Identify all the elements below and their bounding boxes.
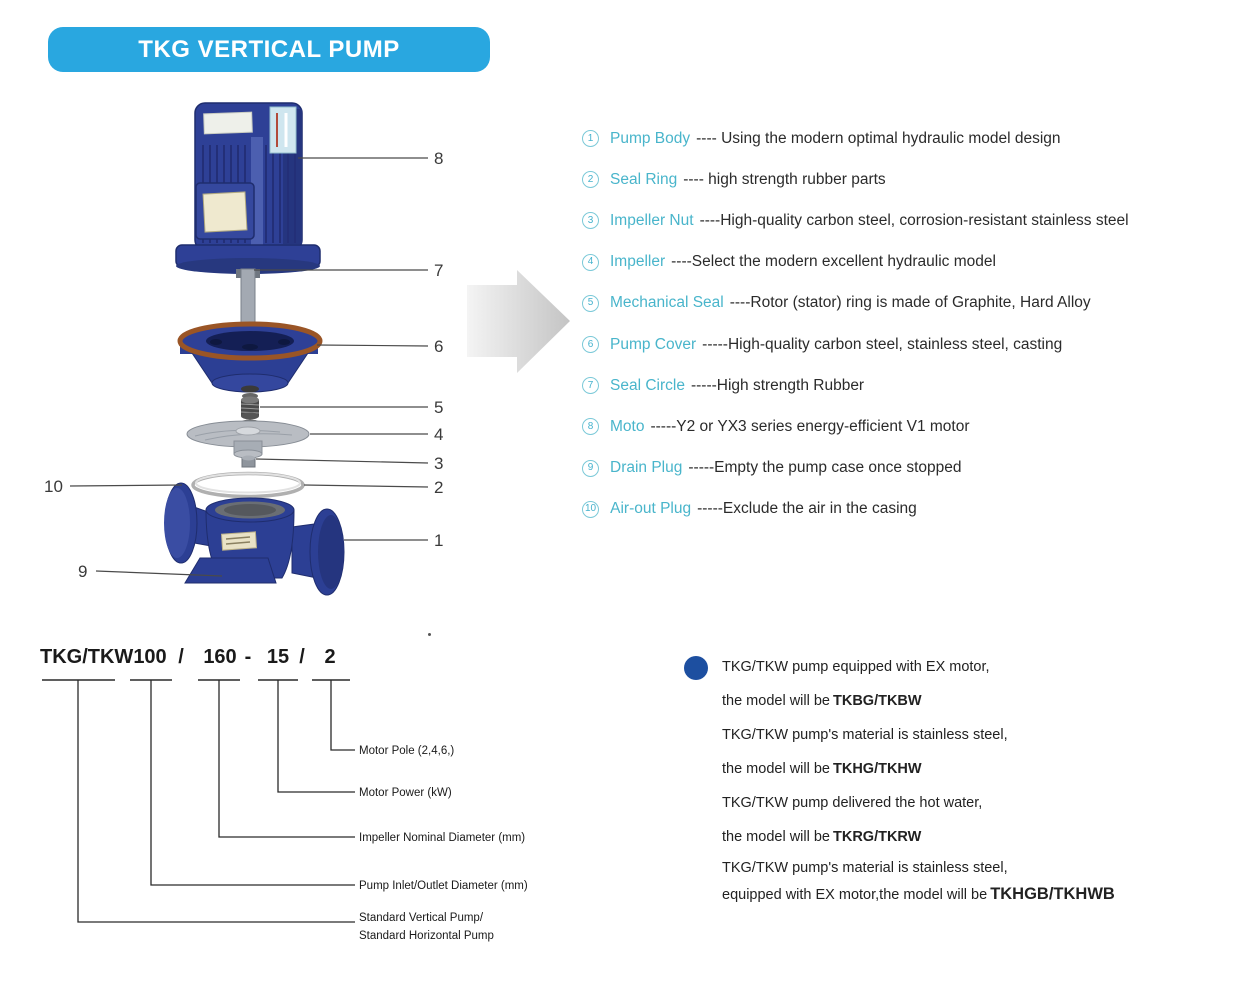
part-number-badge: 6 — [582, 336, 599, 353]
pump-exploded-figure — [30, 95, 590, 605]
model-code-diagram — [20, 635, 620, 975]
label-motor-pole: Motor Pole (2,4,6,) — [359, 745, 455, 757]
part-row-4 — [582, 242, 1234, 283]
note-line — [722, 786, 1184, 820]
callout-6: 6 — [434, 337, 444, 356]
part-number-badge: 7 — [582, 377, 599, 394]
code-labels — [359, 745, 528, 942]
part-row-3 — [582, 200, 1234, 241]
part-row-10 — [582, 489, 1234, 530]
motor-side-label — [270, 107, 296, 153]
note-line — [722, 820, 1184, 854]
part-name: Air-out Plug — [610, 500, 692, 518]
code-connectors — [78, 680, 355, 922]
note-lines — [722, 650, 1184, 908]
part-row-9 — [582, 448, 1234, 489]
part-name: Drain Plug — [610, 459, 683, 477]
callout-8: 8 — [434, 149, 444, 168]
part-number-badge: 2 — [582, 171, 599, 188]
label-std-horizontal: Standard Horizontal Pump — [359, 930, 494, 942]
model-code-svg — [20, 635, 620, 975]
code-series: TKG/TKW — [40, 646, 134, 668]
bullet-icon — [684, 656, 708, 680]
code-slash2: / — [299, 646, 305, 668]
callout-4: 4 — [434, 425, 444, 444]
code-dash: - — [244, 646, 252, 668]
note-line — [722, 752, 1184, 786]
note-text: TKG/TKW pump delivered the hot water, — [722, 795, 983, 811]
part-name: Pump Cover — [610, 335, 697, 353]
pump-exploded-svg — [30, 95, 590, 605]
label-impeller-dia: Impeller Nominal Diameter (mm) — [359, 832, 526, 844]
callout-10: 10 — [44, 477, 63, 496]
part-number-badge: 4 — [582, 254, 599, 271]
note-model-code: TKHGB/TKHWB — [990, 885, 1115, 903]
part-number-badge: 9 — [582, 460, 599, 477]
part-row-7 — [582, 365, 1234, 406]
part-row-6 — [582, 324, 1234, 365]
note-line — [722, 718, 1184, 752]
model-code — [40, 646, 336, 668]
code-inlet: 100 — [133, 646, 167, 668]
note-line — [722, 684, 1184, 718]
part-name: Seal Ring — [610, 170, 678, 188]
impeller-illustration — [187, 421, 309, 458]
arrow-right-icon — [467, 270, 570, 373]
part-name: Impeller — [610, 253, 666, 271]
code-impeller: 160 — [203, 646, 237, 668]
note-model-code: TKHG/TKHW — [833, 761, 922, 777]
part-description: -----High-quality carbon steel, stainless steel, casting — [702, 335, 1063, 353]
note-text: the model will be — [722, 761, 830, 777]
pump-cover-illustration — [180, 324, 320, 392]
note-text: the model will be — [722, 693, 830, 709]
part-row-5 — [582, 283, 1234, 324]
callout-1: 1 — [434, 531, 444, 550]
part-row-8 — [582, 406, 1234, 447]
part-number-badge: 8 — [582, 418, 599, 435]
part-number-badge: 10 — [582, 501, 599, 518]
label-std-vertical: Standard Vertical Pump/ — [359, 912, 484, 924]
note-line — [722, 650, 1184, 684]
part-name: Mechanical Seal — [610, 294, 724, 312]
part-description: -----Y2 or YX3 series energy-efficient V1 motor — [650, 417, 970, 435]
callout-2: 2 — [434, 478, 444, 497]
note-line — [722, 881, 1184, 908]
note-line — [722, 854, 1184, 881]
page-title: TKG VERTICAL PUMP — [138, 35, 400, 63]
motor-nameplate — [204, 112, 253, 134]
note-model-code: TKBG/TKBW — [833, 693, 922, 709]
part-name: Pump Body — [610, 129, 691, 147]
part-description: ---- Using the modern optimal hydraulic model design — [696, 129, 1061, 147]
part-number-badge: 3 — [582, 212, 599, 229]
code-pole: 2 — [324, 646, 336, 668]
parts-list — [582, 118, 1234, 530]
pump-body-label — [221, 532, 256, 550]
code-slash1: / — [178, 646, 184, 668]
part-description: -----Empty the pump case once stopped — [688, 459, 962, 477]
note-text: the model will be — [722, 829, 830, 845]
note-model-code: TKRG/TKRW — [833, 829, 922, 845]
part-name: Moto — [610, 417, 645, 435]
part-description: ----High-quality carbon steel, corrosion-resistant stainless steel — [699, 211, 1129, 229]
part-name: Seal Circle — [610, 376, 685, 394]
part-description: ---- high strength rubber parts — [683, 170, 886, 188]
part-row-1 — [582, 118, 1234, 159]
part-number-badge: 5 — [582, 295, 599, 312]
series-title-banner — [48, 27, 490, 72]
part-description: -----High strength Rubber — [690, 376, 865, 394]
part-name: Impeller Nut — [610, 211, 694, 229]
impeller-nut-illustration — [242, 456, 255, 468]
callout-7: 7 — [434, 261, 444, 280]
label-motor-power: Motor Power (kW) — [359, 787, 452, 799]
note-text: TKG/TKW pump's material is stainless steel, — [722, 727, 1008, 743]
part-number-badge: 1 — [582, 130, 599, 147]
part-description: ----Select the modern excellent hydraulic model — [671, 253, 996, 271]
pump-body-illustration — [164, 483, 344, 595]
motor-illustration — [176, 103, 320, 274]
note-text: TKG/TKW pump equipped with EX motor, — [722, 659, 990, 675]
part-description: ----Rotor (stator) ring is made of Graphite, Hard Alloy — [729, 294, 1091, 312]
seal-ring-illustration — [193, 474, 303, 497]
note-text: TKG/TKW pump's material is stainless steel, — [722, 859, 1008, 876]
part-description: -----Exclude the air in the casing — [697, 500, 917, 518]
callout-3: 3 — [434, 454, 444, 473]
scan-speck — [428, 633, 431, 636]
callout-5: 5 — [434, 398, 444, 417]
part-row-2 — [582, 159, 1234, 200]
model-notes — [684, 650, 1184, 908]
label-inlet-outlet: Pump Inlet/Outlet Diameter (mm) — [359, 880, 528, 892]
note-text: equipped with EX motor,the model will be — [722, 886, 988, 903]
code-power: 15 — [266, 646, 290, 668]
callout-9: 9 — [78, 562, 88, 581]
